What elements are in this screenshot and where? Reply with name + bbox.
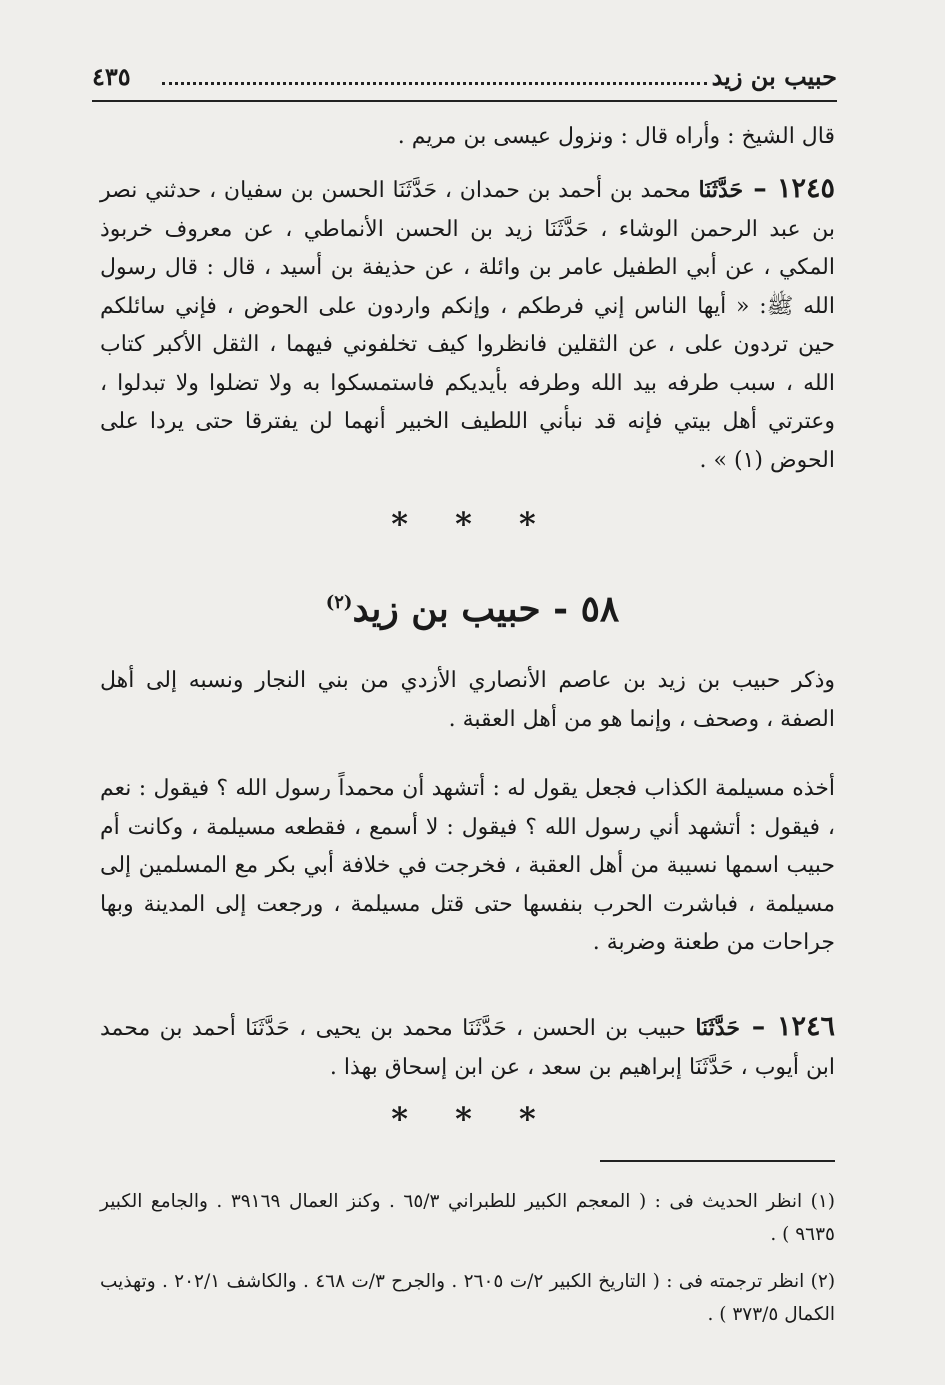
chapter-heading: [0, 588, 945, 630]
chapter-footnote-marker: (٢): [325, 592, 353, 613]
hadith-number: ١٢٤٦: [776, 1011, 835, 1042]
running-header: [92, 60, 837, 102]
hadith-number: ١٢٤٥: [776, 173, 835, 204]
footnote-2: (٢) انظر ترجمته فى : ( التاريخ الكبير ٢/ت ٢٦٠٥ . والجرح ٣/ت ٤٦٨ . والكاشف ٢٠٢/١ . وتهذيب الكمال ٣٧٣/٥ ) .: [100, 1271, 836, 1325]
hadith-dash: –: [743, 173, 777, 204]
chapter-title: ٥٨ - حبيب بن زيد: [352, 588, 620, 630]
paragraph-musaylima: أخذه مسيلمة الكذاب فجعل يقول له : أتشهد أن محمداً رسول الله ؟ فيقول : نعم ، فيقول : أتشهد أني رسول الله ؟ فيقول : لا أسمع ، فقطعه مسيلمة ، وكانت أم حبيب اسمها نسيبة من أهل العقبة ، فخرجت في خلافة أبي بكر مع المسلمين إلى مسيلمة ، فباشرت الحرب بنفسها حتى قتل مسيلمة ، ورجعت إلى المدينة وبها جراحات من طعنة وضربة .: [100, 776, 835, 955]
hadith-text: محمد بن أحمد بن حمدان ، حَدَّثَنَا الحسن بن سفيان ، حدثني نصر بن عبد الرحمن الوشاء ، حَدَّثَنَا زيد بن الحسن الأنماطي ، عن معروف خربوذ المكي ، عن أبي الطفيل عامر بن وائلة ، عن حذيفة بن أسيد ، قال : قال رسول الله ﷺ: « أيها الناس إني فرطكم ، وإنكم واردون على الحوض ، فإني سائلكم حين تردون على ، عن الثقلين فانظروا كيف تخلفوني فيهما ، الثقل الأكبر كتاب الله ، سبب طرفه بيد الله وطرفه بأيديكم فاستمسكوا به ولا تضلوا ولا تبدلوا ، وعترتي أهل بيتي فإنه قد نبأني اللطيف الخبير أنهما لن يفترقا حتى يردا على الحوض: [100, 178, 835, 473]
section-separator-2: * * *: [391, 1100, 554, 1138]
hadith-1246: [100, 1008, 835, 1087]
haddathana-word: حَدَّثَنَا: [695, 1015, 740, 1041]
paragraph-origin: وذكر حبيب بن زيد بن عاصم الأنصاري الأزدي من بني النجار ونسبه إلى أهل الصفة ، وصحف ، وإنما هو من أهل العقبة .: [100, 668, 835, 732]
header-dot-leader: [162, 82, 707, 85]
footnote-1: (١) انظر الحديث فى : ( المعجم الكبير للطبراني ٦٥/٣ . وكنز العمال ٣٩١٦٩ . والجامع الكبير ٩٦٣٥ ) .: [100, 1191, 835, 1245]
haddathana-word: حَدَّثَنَا: [698, 177, 744, 203]
intro-line: قال الشيخ : وأراه قال : ونزول عيسى بن مريم .: [397, 124, 835, 149]
hadith-1245: [100, 170, 835, 480]
hadith-text: حبيب بن الحسن ، حَدَّثَنَا محمد بن يحيى ، حَدَّثَنَا أحمد بن محمد ابن أيوب ، حَدَّثَنَا إبراهيم بن سعد ، عن ابن إسحاق بهذا .: [100, 1016, 835, 1080]
hadith-closing: » .: [699, 447, 734, 473]
running-header-title: حبيب بن زيد: [711, 62, 837, 91]
footnote-marker: (١): [734, 447, 764, 473]
section-separator: * * *: [391, 505, 554, 543]
page-number: ٤٣٥: [92, 62, 131, 91]
footnote-rule: [600, 1160, 835, 1162]
hadith-dash: –: [739, 1011, 777, 1042]
